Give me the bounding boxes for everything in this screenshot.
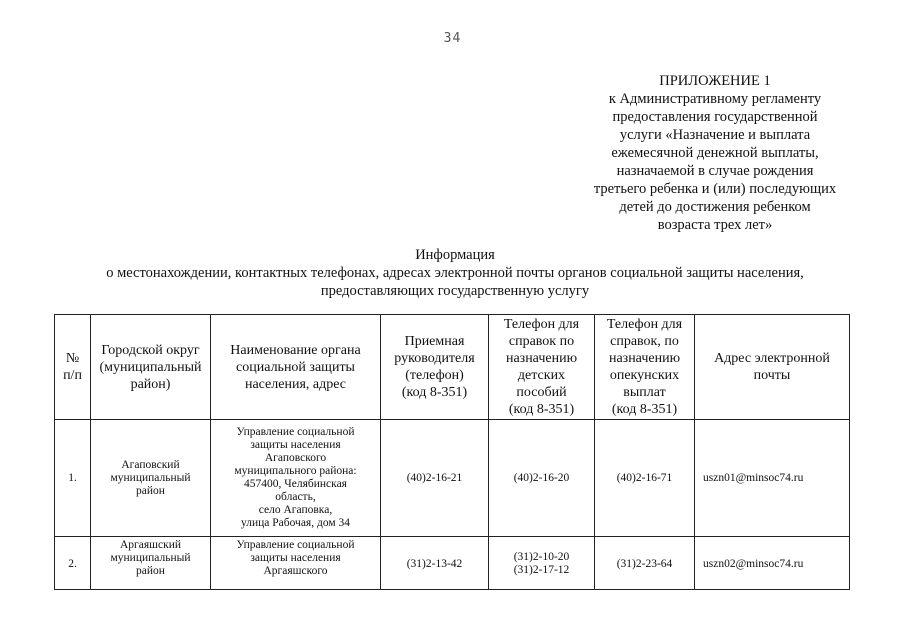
- cell-text-line: Аргаяшского: [263, 565, 328, 577]
- cell-text-line: Телефон для: [606, 317, 683, 332]
- cell-text-line: пособий: [516, 385, 567, 400]
- cell-text-line: Агаповского: [264, 452, 327, 464]
- cell-text-line: назначению: [505, 351, 578, 366]
- appendix-line: назначаемой в случае рождения: [616, 163, 814, 179]
- cell-text-line: район: [136, 565, 165, 577]
- cell-text-line: (31)2-13-42: [406, 557, 463, 570]
- cell-text-line: п/п: [63, 368, 82, 383]
- cell-text-line: справок, по: [610, 334, 679, 349]
- header-head-reception-phone: [381, 315, 489, 420]
- row-district: [91, 420, 211, 537]
- row-child-phone: [489, 537, 595, 590]
- cell-text-line: Аргаяшский: [119, 539, 182, 551]
- cell-text-line: область,: [275, 491, 316, 503]
- table-row: [55, 420, 850, 537]
- table-row: [55, 537, 850, 590]
- cell-text-line: Приемная: [404, 334, 465, 349]
- cell-text-line: №: [65, 351, 80, 366]
- header-guardian-payments-phone: [595, 315, 695, 420]
- cell-text-line: село Агаповка,: [258, 504, 333, 516]
- cell-text-line: опекунских: [609, 368, 680, 383]
- cell-text-line: (код 8-351): [508, 402, 575, 417]
- cell-text-line: (код 8-351): [401, 385, 468, 400]
- row-email: uszn01@minsoc74.ru: [695, 420, 850, 537]
- appendix-line: ежемесячной денежной выплаты,: [611, 145, 819, 161]
- appendix-line: к Административному регламенту: [608, 91, 822, 107]
- appendix-line: услуги «Назначение и выплата: [619, 127, 811, 143]
- cell-text-line: социальной защиты: [236, 359, 355, 375]
- offices-table: [54, 314, 850, 590]
- cell-text-line: (40)2-16-20: [513, 471, 570, 484]
- cell-text-line: Городской округ: [101, 342, 200, 358]
- cell-text-line: (40)2-16-21: [406, 471, 463, 484]
- cell-text-line: справок по: [508, 334, 575, 349]
- cell-text-line: населения, адрес: [244, 376, 347, 392]
- cell-text-line: муниципальный: [110, 552, 191, 564]
- header-district: [91, 315, 211, 420]
- cell-text-line: Наименование органа: [230, 342, 361, 358]
- row-guardian-phone: [595, 420, 695, 537]
- appendix-line: предоставления государственной: [612, 109, 818, 125]
- cell-text-line: муниципальный: [110, 471, 191, 484]
- appendix-title: ПРИЛОЖЕНИЕ 1: [659, 73, 771, 89]
- header-organization: [211, 315, 381, 420]
- cell-text-line: район: [136, 484, 165, 497]
- row-district: [91, 537, 211, 590]
- row-email: uszn02@minsoc74.ru: [695, 537, 850, 590]
- header-child-benefits-phone: [489, 315, 595, 420]
- cell-text-line: Агаповский: [121, 458, 180, 471]
- row-head-phone: [381, 537, 489, 590]
- row-organization: [211, 537, 381, 590]
- cell-text-line: (31)2-17-12: [513, 564, 570, 576]
- header-number: [55, 315, 91, 420]
- appendix-block: [570, 72, 860, 234]
- row-guardian-phone: [595, 537, 695, 590]
- appendix-line: третьего ребенка и (или) последующих: [593, 181, 837, 197]
- cell-text-line: Телефон для: [503, 317, 580, 332]
- page-number: 34: [443, 31, 462, 46]
- row-head-phone: [381, 420, 489, 537]
- cell-text-line: защиты населения: [250, 439, 341, 451]
- cell-text-line: Управление социальной: [236, 426, 355, 438]
- cell-text-line: (31)2-23-64: [616, 557, 673, 570]
- info-heading-block: [40, 246, 870, 300]
- row-number: 2.: [55, 537, 91, 590]
- cell-text-line: (муниципальный: [99, 359, 202, 375]
- cell-text-line: район): [130, 376, 171, 392]
- info-heading: Информация: [415, 247, 495, 263]
- row-number: 1.: [55, 420, 91, 537]
- cell-text-line: 457400, Челябинская: [244, 478, 347, 490]
- cell-text-line: (код 8-351): [611, 402, 678, 417]
- row-organization: [211, 420, 381, 537]
- cell-text-line: Управление социальной: [236, 539, 355, 551]
- cell-text-line: защиты населения: [250, 552, 341, 564]
- header-email: [695, 315, 850, 420]
- cell-text-line: почты: [753, 368, 791, 383]
- cell-text-line: Адрес электронной: [714, 351, 830, 366]
- cell-text-line: (40)2-16-71: [616, 471, 673, 484]
- row-child-phone: [489, 420, 595, 537]
- cell-text-line: выплат: [623, 385, 666, 400]
- cell-text-line: (31)2-10-20: [513, 551, 570, 563]
- appendix-line: возраста трех лет»: [657, 217, 773, 233]
- cell-text-line: муниципального района:: [234, 465, 357, 477]
- appendix-line: детей до достижения ребенком: [619, 199, 811, 215]
- table-header-row: [55, 315, 850, 420]
- cell-text-line: улица Рабочая, дом 34: [240, 517, 351, 529]
- info-subheading-line: о местонахождении, контактных телефонах, адресах электронной почты органов социальной защиты населения,: [106, 265, 804, 281]
- cell-text-line: назначению: [608, 351, 681, 366]
- cell-text-line: (телефон): [405, 368, 464, 383]
- cell-text-line: руководителя: [394, 351, 475, 366]
- cell-text-line: детских: [517, 368, 566, 383]
- info-subheading-line: предоставляющих государственную услугу: [320, 283, 590, 299]
